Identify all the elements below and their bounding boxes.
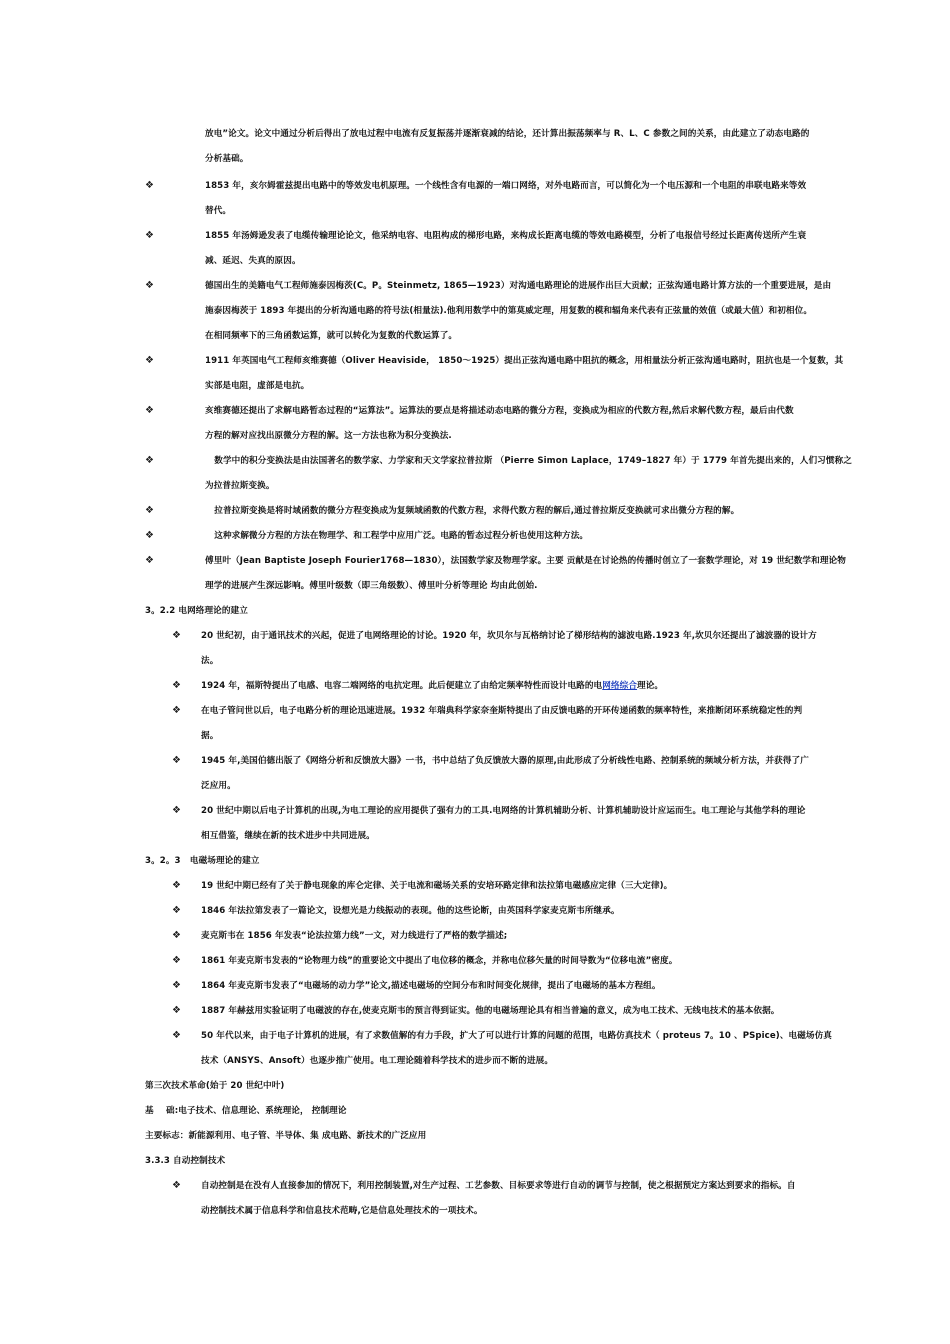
list-item-line: 数学中的积分变换法是由法国著名的数学家、力学家和天文学家拉普拉斯 （Pierre Simon Laplace，1749–1827 年）于 1779 年首先提出来的，人们习惯称之 [205, 456, 852, 466]
revolution-title: 第三次技术革命(始于 20 世纪中叶) [145, 1081, 285, 1091]
list-item-line: 拉普拉斯变换是将时域函数的微分方程变换成为复频域函数的代数方程，求得代数方程的解后,通过普拉斯反变换就可求出微分方程的解。 [205, 506, 740, 516]
list-item-line: 1864 年麦克斯韦发表了“电磁场的动力学”论文,描述电磁场的空间分布和时间变化规律，提出了电磁场的基本方程组。 [201, 981, 661, 991]
list-item-line: 相互借鉴，继续在新的技术进步中共同进展。 [201, 831, 375, 841]
list-item-line: 1861 年麦克斯韦发表的“论物理力线”的重要论文中提出了电位移的概念，并称电位移矢量的时间导数为“位移电流”密度。 [201, 956, 678, 966]
bullet-icon: ❖ [145, 280, 154, 291]
list-item-line: 动控制技术属于信息科学和信息技术范畴,它是信息处理技术的一项技术。 [201, 1206, 483, 1216]
list-item-line: 1911 年英国电气工程师亥维赛德（Oliver Heaviside， 1850～1925）提出正弦沟通电路中阻抗的概念，用相量法分析正弦沟通电路时，阻抗也是一个复数，其 [205, 356, 844, 366]
bullet-icon: ❖ [145, 505, 154, 516]
bullet-icon: ❖ [145, 555, 154, 566]
bullet-icon: ❖ [172, 930, 181, 941]
list-item-line: 法。 [201, 656, 219, 666]
list-item-line: 据。 [201, 731, 219, 741]
list-item-line: 1846 年法拉第发表了一篇论文，设想光是力线振动的表现。他的这些论断，由英国科学家麦克斯韦所继承。 [201, 906, 620, 916]
list-item-line: 技术（ANSYS、Ansoft）也逐步推广使用。电工理论随着科学技术的进步而不断的进展。 [201, 1056, 554, 1066]
list-item-line: 1887 年赫兹用实验证明了电磁波的存在,使麦克斯韦的预言得到证实。他的电磁场理论具有相当普遍的意义，成为电工技术、无线电技术的基本依据。 [201, 1006, 780, 1016]
list-item-line: 傅里叶（Jean Baptiste Joseph Fourier1768—1830），法国数学家及物理学家。主要 贡献是在讨论热的传播时创立了一套数学理论，对 19 世纪数学和理论物 [205, 556, 846, 566]
list-item-line: 为拉普拉斯变换。 [205, 481, 275, 491]
list-item-line: 泛应用。 [201, 781, 236, 791]
list-item-line: 亥维赛德还提出了求解电路暂态过程的“运算法”。运算法的要点是将描述动态电路的微分方程，变换成为相应的代数方程,然后求解代数方程，最后由代数 [205, 406, 794, 416]
bullet-icon: ❖ [172, 1005, 181, 1016]
bullet-icon: ❖ [145, 355, 154, 366]
bullet-icon: ❖ [145, 405, 154, 416]
list-item-line: 1853 年，亥尔姆霍兹提出电路中的等效发电机原理。一个线性含有电源的一端口网络，对外电路而言，可以简化为一个电压源和一个电阻的串联电路来等效 [205, 181, 807, 191]
revolution-basis: 基 础:电子技术、信息理论、系统理论， 控制理论 [145, 1106, 347, 1116]
list-item-line: 20 世纪中期以后电子计算机的出现,为电工理论的应用提供了强有力的工具.电网络的计算机辅助分析、计算机辅助设计应运而生。电工理论与其他学科的理论 [201, 806, 806, 816]
bullet-icon: ❖ [172, 905, 181, 916]
list-item-line: 1945 年,美国伯德出版了《网络分析和反馈放大器》一书，书中总结了负反馈放大器的原理,由此形成了分析线性电路、控制系统的频域分析方法，并获得了广 [201, 756, 809, 766]
bullet-icon: ❖ [145, 455, 154, 466]
list-item-line: 自动控制是在没有人直接参加的情况下，利用控制装置,对生产过程、工艺参数、目标要求等进行自动的调节与控制，使之根据预定方案达到要求的指标。自 [201, 1181, 796, 1191]
list-item-line: 施泰因梅茨于 1893 年提出的分析沟通电路的符号法(相量法).他利用数学中的第莫威定理，用复数的模和辐角来代表有正弦量的效值（或最大值）和初相位。 [205, 306, 813, 316]
bullet-icon: ❖ [172, 1180, 181, 1191]
bullet-icon: ❖ [145, 530, 154, 541]
bullet-icon: ❖ [172, 680, 181, 691]
bullet-icon: ❖ [172, 1030, 181, 1041]
item-text: 1924 年，福斯特提出了电感、电容二端网络的电抗定理。此后便建立了由给定频率特性而设计电路的电 [201, 681, 603, 691]
list-item-line: 50 年代以来，由于电子计算机的进展，有了求数值解的有力手段，扩大了可以进行计算的问题的范围，电路仿真技术（ proteus 7。10 、PSpice)、电磁场仿真 [201, 1031, 832, 1041]
list-item-line: 德国出生的美籍电气工程师施泰因梅茨(C。P。Steinmetz, 1865—1923）对沟通电路理论的进展作出巨大贡献；正弦沟通电路计算方法的一个重要进展，是由 [205, 281, 832, 291]
list-item-line: 20 世纪初，由于通讯技术的兴起，促进了电网络理论的讨论。1920 年，坎贝尔与瓦格纳讨论了梯形结构的滤波电路.1923 年,坎贝尔还提出了滤波器的设计方 [201, 631, 817, 641]
item-text: 理论。 [637, 681, 664, 691]
list-item-line: 19 世纪中期已经有了关于静电现象的库仑定律、关于电流和磁场关系的安培环路定律和法拉第电磁感应定律（三大定律)。 [201, 881, 673, 891]
list-item-line: 麦克斯韦在 1856 年发表“论法拉第力线”一文，对力线进行了严格的数学描述; [201, 931, 508, 941]
section-heading: 3.3.3 自动控制技术 [145, 1156, 226, 1166]
bullet-icon: ❖ [145, 230, 154, 241]
bullet-icon: ❖ [145, 180, 154, 191]
network-synthesis-link[interactable]: 网络综合 [602, 681, 638, 691]
paragraph-line: 分析基础。 [205, 154, 249, 164]
section-heading: 3。2。3 电磁场理论的建立 [145, 856, 260, 866]
list-item-line: 替代。 [205, 206, 232, 216]
bullet-icon: ❖ [172, 805, 181, 816]
list-item-line: 实部是电阻，虚部是电抗。 [205, 381, 310, 391]
bullet-icon: ❖ [172, 630, 181, 641]
list-item-line: 理学的进展产生深远影响。傅里叶级数（即三角级数）、傅里叶分析等理论 均由此创始. [205, 581, 538, 591]
bullet-icon: ❖ [172, 980, 181, 991]
list-item-line: 1855 年汤姆逊发表了电缆传输理论论文，他采纳电容、电阻构成的梯形电路，来构成长距离电缆的等效电路模型，分析了电报信号经过长距离传送所产生衰 [205, 231, 807, 241]
paragraph-line: 放电”论文。论文中通过分析后得出了放电过程中电流有反复振荡并逐渐衰减的结论，还计算出振荡频率与 R、L、C 参数之间的关系，由此建立了动态电路的 [205, 129, 810, 139]
list-item-line: 减、延迟、失真的原因。 [205, 256, 301, 266]
list-item-line: 在电子管问世以后，电子电路分析的理论迅速进展。1932 年瑞典科学家奈奎斯特提出了由反馈电路的开环传递函数的频率特性，来推断闭环系统稳定性的判 [201, 706, 803, 716]
revolution-marks: 主要标志：新能源利用、电子管、半导体、集 成电路、新技术的广泛应用 [145, 1131, 427, 1141]
section-heading: 3。2.2 电网络理论的建立 [145, 606, 248, 616]
bullet-icon: ❖ [172, 755, 181, 766]
bullet-icon: ❖ [172, 955, 181, 966]
list-item-line [201, 680, 663, 692]
bullet-icon: ❖ [172, 880, 181, 891]
bullet-icon: ❖ [172, 705, 181, 716]
list-item-line: 这种求解微分方程的方法在物理学、和工程学中应用广泛。电路的暂态过程分析也使用这种方法。 [205, 531, 589, 541]
list-item-line: 在相同频率下的三角函数运算，就可以转化为复数的代数运算了。 [205, 331, 458, 341]
list-item-line: 方程的解对应找出原微分方程的解。这一方法也称为积分变换法. [205, 431, 452, 441]
